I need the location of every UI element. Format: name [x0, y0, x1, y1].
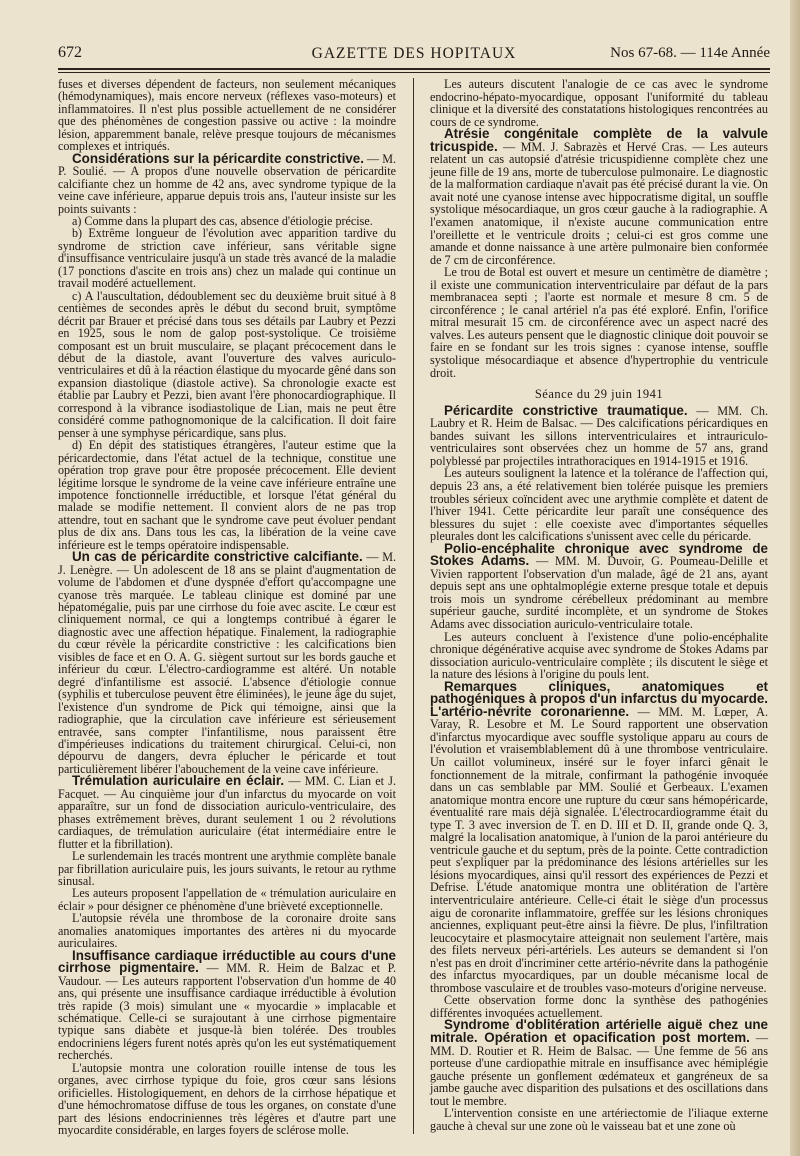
body-paragraph — [430, 1107, 768, 1132]
article-heading: Polio-encéphalite chronique avec syndrome de Stokes Adams. — [430, 540, 768, 569]
paragraph-text: — M. P. Soulié. — A propos d'une nouvelle observation de péricardite calcifiante chez un homme de 42 ans, avec syndrome typique de la veine cave inférieure, apparue depuis trois ans, l'auteur insiste sur les points suivants : — [58, 151, 396, 216]
body-paragraph — [430, 994, 768, 1019]
article-heading: Remarques cliniques, anatomiques et pathogéniques à propos d'un infarctus du myocarde. L'artério-névrite coronarienne. — [430, 678, 768, 719]
paragraph-text: Le surlendemain les tracés montrent une arythmie complète banale par fibrillation auriculaire puis, les jours suivants, le retour au rythme sinusal. — [58, 849, 396, 888]
body-paragraph — [58, 1062, 396, 1137]
left-column — [58, 78, 396, 1137]
article-paragraph — [430, 1019, 768, 1107]
paragraph-text: Les auteurs proposent l'appellation de « trémulation auriculaire en éclair » pour désigner ce phénomène d'une brièveté exceptionnelle. — [58, 886, 396, 913]
paragraph-text: — M. J. Lenègre. — Un adolescent de 18 ans se plaint d'augmentation de volume de l'abdomen et d'une dyspnée d'effort qu'accompagne une cyanose très marquée. Le tableau clinique est dominé par une hépatomégalie, puis par une cirrhose du foie avec ascite. Le cœur est cliniquement normal, ce qui a longtemps contribué à égarer le diagnostic avec une affection hépatique. Finalement, la radiographie du cœur révèle la péricardite constrictive : les calcifications bien visibles de face et en O. A. G. siègent surtout sur les bords gauche et inférieur du cœur. L'électro-cardiogramme est altéré. Un notable degré d'infantilisme est associé. L'absence d'étiologie connue (syphilis et tuberculose peuvent être éliminées), le jeune âge du sujet, l'existence d'un syndrome de Pick qui témoigne, ainsi que la radiographie, que la circulation cave inférieure est sérieusement entravée, sans compter l'infantilisme, nous paraissent être d'impérieuses indications du traitement chirurgical. Celui-ci, non dépourvu de dangers, devra éplucher le péricarde et tout particulièrement libérer l'abouchement de la veine cave inférieure. — [58, 550, 396, 776]
paragraph-text: — MM. D. Routier et R. Heim de Balsac. — Une femme de 56 ans porteuse d'une cardiopathie mitrale en insuffisance avec hémiplégie gauche présente un gonflement œdémateux et gangréneux de sa jambe gauche avec disparition des pulsations et des oscillations dans tout le membre. — [430, 1031, 769, 1108]
body-paragraph — [58, 290, 396, 439]
article-paragraph — [430, 128, 768, 266]
article-heading: Syndrome d'oblitération artérielle aiguë chez une mitrale. Opération et opacification post mortem. — [430, 1017, 768, 1046]
paragraph-text: fuses et diverses dépendent de facteurs, non seulement mécaniques (hémodynamiques), mais encore nerveux (réflexes vaso-moteurs) et inflammatoires. Il n'est plus possible actuellement de ne considérer que des phénomènes de congestion passive ou active : la moindre lésion, apparemment banale, relève presque toujours de mécanismes complexes et intriqués. — [58, 77, 396, 154]
article-heading: Insuffisance cardiaque irréductible au cours d'une cirrhose pigmentaire. — [58, 947, 396, 976]
journal-title: GAZETTE DES HOPITAUX — [311, 45, 517, 62]
column-divider — [413, 78, 414, 1134]
running-header — [58, 44, 770, 68]
paragraph-text: Les auteurs discutent l'analogie de ce cas avec le syndrome endocrino-hépato-myocardique, opposant l'uniformité du tableau clinique et la diversité des constatations histologiques rencontrées au cours de ce syndrome. — [430, 77, 768, 129]
paragraph-text: L'intervention consiste en une artériectomie de l'iliaque externe gauche à cheval sur une zone où le vaisseau bat et une zone où — [430, 1106, 768, 1133]
session-heading: Séance du 29 juin 1941 — [534, 387, 664, 402]
paragraph-text: Le trou de Botal est ouvert et mesure un centimètre de diamètre ; il existe une communication interventriculaire par défaut de la pars membranacea septi ; l'aorte est normale et mesure 8 cm. 5 de circonférence ; le canal artériel n'a pas été exploré. Enfin, l'orifice mitral mesurait 15 cm. de circonférence avec un aspect nacré des valves. Les auteurs pensent que le diagnostic clinique doit pouvoir se faire en se fondant sur les trois signes : cyanose intense, souffle systolique mésocardiaque et absence d'hypertrophie du ventricule droit. — [430, 265, 768, 380]
paragraph-text: Les auteurs soulignent la latence et la tolérance de l'affection qui, depuis 23 ans, a été relativement bien tolérée puisque les premiers troubles sérieux coïncident avec une arythmie complète et datent de l'hiver 1941. Cette péricardite leur paraît une conséquence des blessures du sujet : elle coexiste avec d'importantes séquelles pleurales dont les calcifications s'unissent avec celle du péricarde. — [430, 466, 768, 544]
paragraph-text: — MM. R. Heim de Balzac et P. Vaudour. — Les auteurs rapportent l'observation d'un homme de 40 ans, qui présente une insuffisance cardiaque irréductible à évolution très rapide (3 mois) simulant une « myocardie » implacable et schématique. Celle-ci se surajoutant à une cirrhose pigmentaire typique sans diabète et jusque-là bien tolérée. Des troubles endocriniens légers furent notés après qu'on les eut systématiquement recherchés. — [58, 961, 397, 1063]
paragraph-text: Les auteurs concluent à l'existence d'une polio-encéphalite chronique dégénérative acquise avec syndrome de Stokes Adams par dissociation auriculo-ventriculaire complète ; ils discutent le siège et la nature des lésions à l'origine du pouls lent. — [430, 629, 768, 682]
body-paragraph — [58, 227, 396, 289]
paragraph-text: — MM. Ch. Laubry et R. Heim de Balsac. — Des calcifications péricardiques en bandes suivant les sillons interventriculaires et intrauriculo-ventriculaires sont observées chez un homme de 57 ans, grand polyblessé par projectiles intrathoraciques en 1914-1915 et 1916. — [430, 403, 769, 468]
paragraph-text: — MM. J. Sabrazès et Hervé Cras. — Les auteurs relatent un cas autopsié d'atrésie tricuspidienne complète chez une jeune fille de 19 ans, morte de tuberculose pulmonaire. Le diagnostic de la malformation cardiaque n'avait pas été précisé durant la vie. On avait noté une cyanose intense avec hippocratisme digital, un souffle systolique mésocardiaque, un gros cœur gauche à la radiographie. A l'examen anatomique, il n'existe aucune communication entre l'oreillette et le ventricule droits ; celui-ci est gros comme une amande et donne naissance à une artère pulmonaire bien conformée de 7 cm de circonférence. — [430, 139, 768, 267]
article-paragraph — [58, 551, 396, 775]
article-heading: Considérations sur la péricardite constrictive. — [72, 150, 364, 166]
header-rule — [58, 68, 770, 70]
header-rule-thin — [58, 72, 770, 73]
paragraph-text: c) A l'auscultation, dédoublement sec du deuxième bruit situé à 8 centièmes de secondes après le début du second bruit, symptôme décrit par Brauer et précisé dans tous ses détails par Laubry et Pezzi en 1925, sous le nom de galop post-systolique. Ce troisième composant est un bruit musculaire, se plaçant précocement dans le début de la diastole, avant l'ouverture des valves auriculo-ventriculaires et dû à la réaction élastique du myocarde gêné dans son expansion diastolique (diastole active). Sa chronologie exacte est établie par Laubry et Pezzi, bien avant l'ère phonocardiographique. Il correspond à la vibrance isodiastolique de Lian, mais ne peut être considéré comme pathognomonique de la calcification. Il doit faire penser à une symphyse péricardique, sans plus. — [58, 288, 396, 440]
right-column — [430, 78, 768, 1132]
article-heading: Un cas de péricardite constrictive calcifiante. — [72, 549, 363, 565]
body-paragraph — [430, 266, 768, 379]
page-edge — [790, 0, 800, 1156]
article-paragraph — [58, 947, 397, 1063]
paragraph-text: — MM. M. Lœper, A. Varay, R. Lesobre et M. Le Sourd rapportent une observation d'infarctus myocardique avec souffle systolique apparu au cours de l'évolution et vraisemblablement dû à une thrombose ventriculaire. Un caillot volumineux, inséré sur le foyer infarci gênait le fonctionnement de la mitrale, confirmant la pathogénie invoquée dans un cas semblable par MM. Soulié et Gerbeaux. L'examen anatomique montra encore une rupture du cœur sans hémopéricarde, éventualité rare mais déjà signalée. L'électrocardiogramme était du type T. 3 avec inversion de T. en D. III et D. II, grande onde Q. 3, malgré la localisation anatomique, à l'union de la paroi antérieure du ventricule gauche et du septum, près de la pointe. Cette contradiction peut s'expliquer par la prédominance des lésions artérielles sur les lésions myocardiques, ainsi qu'il ressort des expériences de Pezzi et Defrise. L'étude anatomique montra une oblitération de l'artère interventriculaire antérieure. Celle-ci était le siège d'un processus aigu de coronarite inflammatoire, greffée sur les lésions chroniques anciennes, expliquant peut-être ainsi la fièvre. De plus, l'infiltration leucocytaire et plasmocytaire atteignait non seulement l'artère, mais des filets nerveux péri-artériels. Les auteurs se demandent si l'on n'est pas en droit d'incriminer cette artério-névrite dans la pathogénie des infarctus myocardiques, par un double mécanisme local de thrombose vasculaire et de troubles vaso-moteurs d'origine nerveuse. — [430, 704, 768, 995]
body-paragraph — [58, 912, 396, 949]
body-paragraph — [430, 78, 768, 128]
page-number: 672 — [58, 44, 82, 61]
body-paragraph — [58, 850, 396, 887]
article-paragraph — [58, 150, 396, 216]
body-paragraph — [58, 78, 396, 153]
paragraph-text: b) Extrême longueur de l'évolution avec apparition tardive du syndrome de striction cave inférieur, sans véritable signe d'insuffisance ventriculaire jusqu'à un stade très avancé de la maladie (17 ponctions d'ascite en trois ans) chez un malade qui continue un travail modéré actuellement. — [58, 226, 396, 291]
paragraph-text: d) En dépit des statistiques étrangères, l'auteur estime que la péricardectomie, dans l'état actuel de la technique, constitue une opération trop grave pour être proposée précocement. Elle devient légitime lorsque le syndrome de la veine cave inférieure entraîne une impotence fonctionnelle irréductible, et lorsque l'état général du malade se modifie nettement. Il convient alors de ne pas trop attendre, tout en sachant que le syndrome cave peut évoluer pendant plus de dix ans. Dans tous les cas, la libération de la veine cave inférieure est le temps opératoire indispensable. — [58, 438, 396, 552]
article-heading: Péricardite constrictive traumatique. — [444, 402, 688, 418]
body-paragraph — [58, 439, 396, 551]
body-paragraph — [58, 887, 396, 912]
paragraph-text: — MM. C. Lian et J. Facquet. — Au cinquième jour d'un infarctus du myocarde on voit apparaître, sur un fond de dissociation auriculo-ventriculaire, des phases extrêmement brèves, durant seulement 1 ou 2 révolutions cardiaques, de trémulation auriculaire (état intermédiaire entre le flutter et la fibrillation). — [58, 774, 396, 851]
paragraph-text: Cette observation forme donc la synthèse des pathogénies différentes invoquées actuellement. — [430, 993, 768, 1020]
body-paragraph — [430, 467, 768, 542]
article-heading: Atrésie congénitale complète de la valvule tricuspide. — [430, 126, 768, 154]
paragraph-text: — MM. M. Duvoir, G. Poumeau-Delille et Vivien rapportent l'observation d'un malade, âgé de 21 ans, ayant depuis sept ans une ophtalmoplégie externe presque totale et depuis trois mois un syndrome cérébelleux prédominant au membre supérieur gauche, surdité incomplète, et un syndrome de Stokes Adams avec dissociation auriculo-ventriculaire totale. — [430, 554, 768, 631]
body-paragraph — [430, 631, 768, 681]
article-paragraph — [58, 775, 396, 850]
article-paragraph — [430, 678, 768, 995]
article-paragraph — [430, 402, 769, 468]
issue-number: Nos 67-68. — 114e Année — [610, 45, 770, 61]
article-heading: Trémulation auriculaire en éclair. — [72, 773, 285, 789]
paragraph-text: L'autopsie révéla une thrombose de la coronaire droite sans anomalies anatomiques importantes des artères ni du myocarde auriculaires. — [58, 911, 396, 951]
paragraph-text: L'autopsie montra une coloration rouille intense de tous les organes, avec cirrhose typique du foie, gros cœur sans lésions orificielles. Histologiquement, en dehors de la cirrhose hépatique et d'une hémochromatose diffuse de tous les organes, on constate d'une part des lésions endocriniennes très légères et d'autre part une myocardite considérable, en larges foyers de sclérose molle. — [58, 1060, 396, 1138]
article-paragraph — [430, 540, 768, 631]
paragraph-text: a) Comme dans la plupart des cas, absence d'étiologie précise. — [72, 213, 373, 228]
